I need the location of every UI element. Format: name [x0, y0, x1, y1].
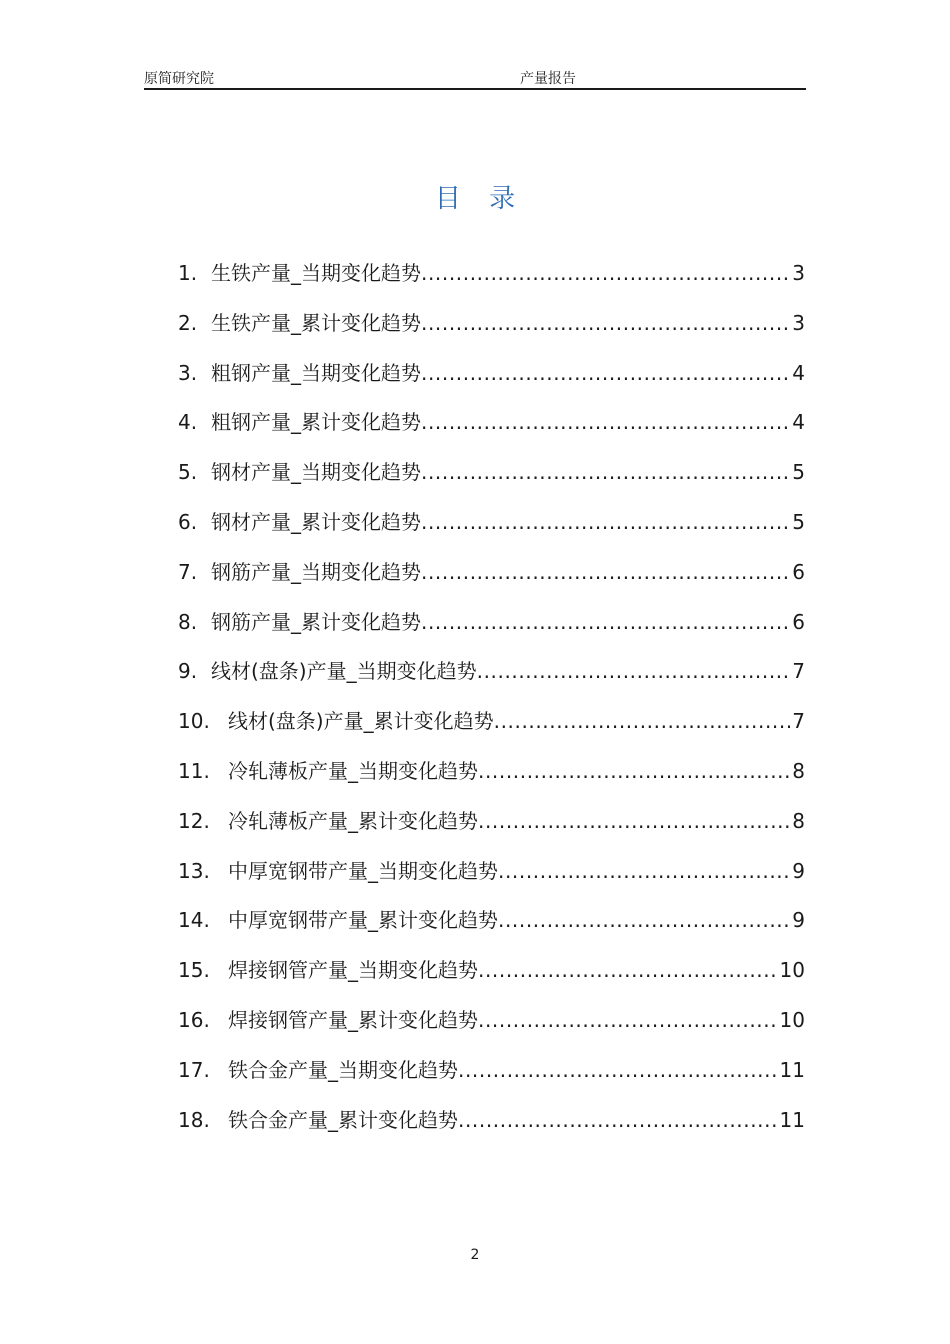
toc-entry-title: 焊接钢管产量_累计变化趋势	[228, 1007, 478, 1032]
toc-entry-title: 铁合金产量_累计变化趋势	[228, 1107, 458, 1132]
toc-entry-page: 8	[792, 808, 805, 833]
toc-entry-title: 钢材产量_当期变化趋势	[211, 460, 421, 485]
toc-entry[interactable]	[178, 852, 805, 902]
toc-entry-number: 16.	[178, 1007, 210, 1032]
toc-entry[interactable]	[178, 901, 805, 951]
toc-dot-leader	[421, 254, 790, 292]
toc-entry-title: 线材(盘条)产量_累计变化趋势	[228, 709, 494, 734]
toc-entry-number: 11.	[178, 758, 210, 783]
toc-entry[interactable]	[178, 553, 805, 603]
toc-entry-number: 18.	[178, 1107, 210, 1132]
toc-entry-page: 10	[779, 958, 805, 983]
toc-entry-number: 6.	[178, 509, 198, 534]
toc-entry-title: 线材(盘条)产量_当期变化趋势	[211, 659, 477, 684]
toc-entry-title: 钢筋产量_当期变化趋势	[211, 559, 421, 584]
toc-entry-title: 钢材产量_累计变化趋势	[211, 509, 421, 534]
toc-entry-number: 17.	[178, 1057, 210, 1082]
toc-entry-title: 生铁产量_累计变化趋势	[211, 310, 421, 335]
toc-entry-number: 15.	[178, 958, 210, 983]
toc-entry-page: 4	[792, 410, 805, 435]
toc-dot-leader	[421, 304, 790, 342]
toc-entry-number: 12.	[178, 808, 210, 833]
toc-entry[interactable]	[178, 503, 805, 553]
toc-entry[interactable]	[178, 354, 805, 404]
toc-entry-title: 铁合金产量_当期变化趋势	[228, 1057, 458, 1082]
toc-entry[interactable]	[178, 304, 805, 354]
toc-entry-number: 7.	[178, 559, 198, 584]
toc-dot-leader	[421, 553, 790, 591]
toc-entry-page: 5	[792, 509, 805, 534]
toc-entry[interactable]	[178, 802, 805, 852]
toc-entry-page: 11	[779, 1107, 805, 1132]
toc-dot-leader	[478, 951, 778, 989]
toc-entry-page: 6	[792, 609, 805, 634]
toc-entry[interactable]	[178, 254, 805, 304]
toc-entry-page: 8	[792, 758, 805, 783]
header-report-title: 产量报告	[520, 71, 576, 87]
toc-entry-number: 3.	[178, 360, 198, 385]
toc-entry-title: 生铁产量_当期变化趋势	[211, 261, 421, 285]
toc-dot-leader	[478, 1001, 778, 1039]
toc-entry-number: 8.	[178, 609, 198, 634]
toc-entry[interactable]	[178, 951, 805, 1001]
toc-entry[interactable]	[178, 752, 805, 802]
toc-entry-number: 9.	[178, 659, 198, 684]
toc-dot-leader	[458, 1101, 778, 1139]
toc-dot-leader	[421, 354, 790, 392]
page-header	[144, 66, 806, 90]
toc-entry-number: 14.	[178, 908, 210, 933]
toc-dot-leader	[478, 752, 790, 790]
toc-entry[interactable]	[178, 1001, 805, 1051]
toc-entry-number: 1.	[178, 261, 198, 285]
toc-entry-number: 2.	[178, 310, 198, 335]
toc-entry-title: 粗钢产量_累计变化趋势	[211, 410, 421, 435]
toc-entry[interactable]	[178, 702, 805, 752]
toc-entry[interactable]	[178, 603, 805, 653]
header-org-name: 原简研究院	[144, 71, 214, 87]
toc-entry-page: 9	[792, 858, 805, 883]
toc-entry-page: 10	[779, 1007, 805, 1032]
toc-entry-page: 3	[792, 261, 805, 285]
toc-entry-number: 13.	[178, 858, 210, 883]
toc-entry-title: 中厚宽钢带产量_累计变化趋势	[228, 908, 498, 933]
toc-entry[interactable]	[178, 453, 805, 503]
toc-entry-number: 4.	[178, 410, 198, 435]
toc-entry-title: 冷轧薄板产量_当期变化趋势	[228, 758, 478, 783]
toc-entry-page: 11	[779, 1057, 805, 1082]
toc-entry-page: 5	[792, 460, 805, 485]
toc-entry[interactable]	[178, 652, 805, 702]
toc-title: 目 录	[434, 184, 526, 214]
toc-dot-leader	[498, 901, 790, 939]
toc-entry[interactable]	[178, 1101, 805, 1151]
toc-entry-title: 钢筋产量_累计变化趋势	[211, 609, 421, 634]
toc-entry-title: 粗钢产量_当期变化趋势	[211, 360, 421, 385]
toc-dot-leader	[421, 603, 790, 641]
toc-entry-page: 9	[792, 908, 805, 933]
toc-entry-page: 3	[792, 310, 805, 335]
toc-dot-leader	[477, 652, 791, 690]
toc-dot-leader	[494, 702, 791, 740]
toc-entry[interactable]	[178, 403, 805, 453]
toc-entry-number: 5.	[178, 460, 198, 485]
toc-dot-leader	[458, 1051, 778, 1089]
toc-dot-leader	[421, 403, 790, 441]
toc-entry-page: 4	[792, 360, 805, 385]
toc-entry[interactable]	[178, 1051, 805, 1101]
toc-dot-leader	[421, 453, 790, 491]
toc-entry-title: 冷轧薄板产量_累计变化趋势	[228, 808, 478, 833]
page-number: 2	[470, 1247, 480, 1263]
toc-dot-leader	[421, 503, 790, 541]
toc-entry-page: 7	[792, 709, 805, 734]
toc-list	[178, 254, 805, 1150]
toc-entry-title: 焊接钢管产量_当期变化趋势	[228, 958, 478, 983]
toc-entry-page: 6	[792, 559, 805, 584]
toc-entry-number: 10.	[178, 709, 210, 734]
toc-entry-page: 7	[792, 659, 805, 684]
toc-dot-leader	[478, 802, 790, 840]
toc-dot-leader	[498, 852, 790, 890]
toc-entry-title: 中厚宽钢带产量_当期变化趋势	[228, 858, 498, 883]
